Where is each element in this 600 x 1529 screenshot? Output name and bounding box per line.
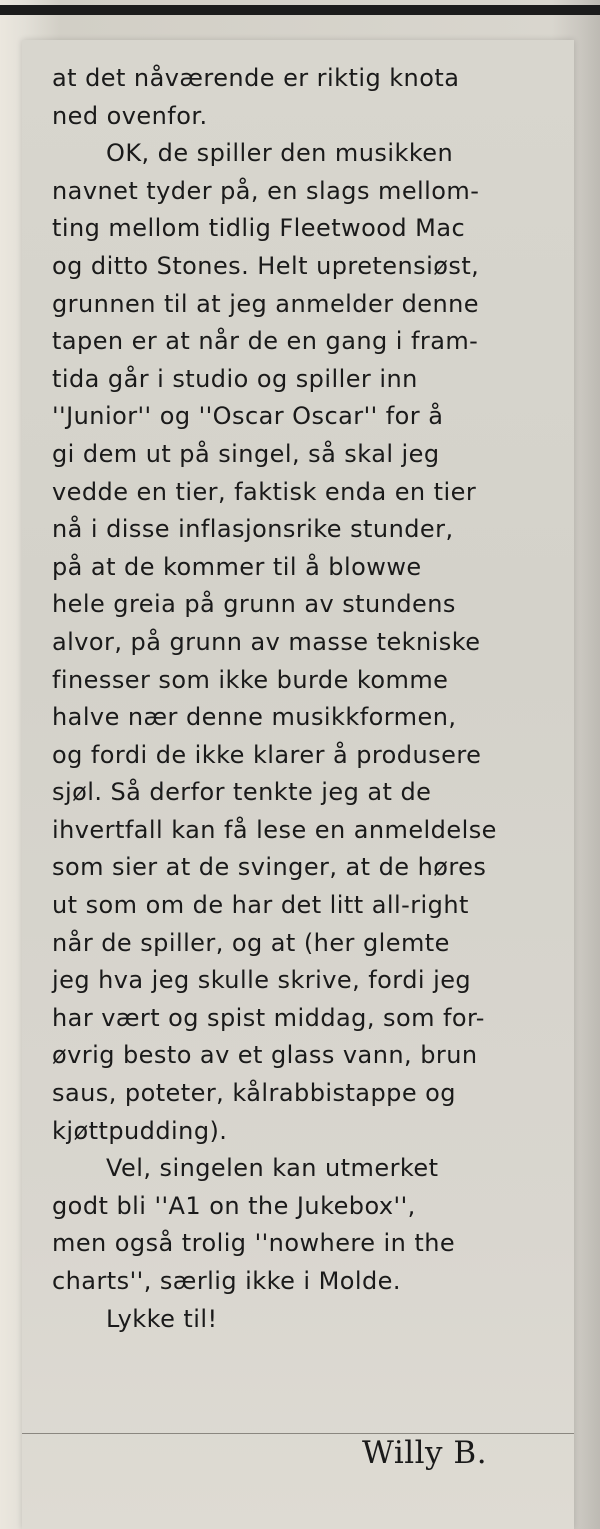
article-line: hele greia på grunn av stundens — [52, 590, 456, 619]
article-line: ihvertfall kan få lese en anmeldelse — [52, 815, 497, 844]
article-line: ting mellom tidlig Fleetwood Mac — [52, 214, 466, 243]
article-line: alvor, på grunn av masse tekniske — [52, 627, 481, 656]
article-line: vedde en tier, faktisk enda en tier — [52, 477, 477, 506]
closing-line: Lykke til! — [106, 1304, 218, 1333]
article-line: når de spiller, og at (her glemte — [52, 928, 450, 957]
article-line: charts'', særlig ikke i Molde. — [52, 1267, 401, 1295]
article-line: ut som om de har det litt all-right — [52, 891, 469, 920]
article-line: og ditto Stones. Helt upretensiøst, — [52, 251, 480, 280]
article-line: kjøttpudding). — [52, 1116, 228, 1145]
article-line: som sier at de svinger, at de høres — [52, 853, 487, 882]
top-rule — [0, 5, 600, 15]
article-line: saus, poteter, kålrabbistappe og — [52, 1079, 456, 1108]
article-line: på at de kommer til å blowwe — [52, 552, 422, 581]
article-line: halve nær denne musikkformen, — [52, 703, 457, 732]
article-line: men også trolig ''nowhere in the — [52, 1229, 456, 1258]
article-line: finesser som ikke burde komme — [52, 665, 449, 694]
paragraph-start: OK, de spiller den musikken — [106, 139, 454, 168]
article-line: godt bli ''A1 on the Jukebox'', — [52, 1191, 416, 1220]
bottom-rule — [22, 1433, 574, 1434]
article-line: og fordi de ikke klarer å produsere — [52, 740, 482, 769]
article-line: nå i disse inflasjonsrike stunder, — [52, 515, 454, 544]
article-line: øvrig besto av et glass vann, brun — [52, 1041, 478, 1070]
article-line: navnet tyder på, en slags mellom- — [52, 176, 480, 205]
paragraph-start: Vel, singelen kan utmerket — [106, 1154, 439, 1183]
article-line: sjøl. Så derfor tenkte jeg at de — [52, 778, 432, 807]
article-line: tapen er at når de en gang i fram- — [52, 327, 479, 356]
article-body — [52, 60, 552, 1338]
author-signature: Willy B. — [362, 1435, 488, 1471]
article-line: tida går i studio og spiller inn — [52, 364, 418, 393]
article-line: har vært og spist middag, som for- — [52, 1003, 485, 1032]
article-line: gi dem ut på singel, så skal jeg — [52, 439, 440, 468]
article-line: ned ovenfor. — [52, 101, 208, 130]
article-line: jeg hva jeg skulle skrive, fordi jeg — [52, 966, 472, 995]
article-line: grunnen til at jeg anmelder denne — [52, 289, 480, 318]
article-line: ''Junior'' og ''Oscar Oscar'' for å — [52, 402, 444, 431]
article-line: at det nåværende er riktig knota — [52, 64, 460, 92]
